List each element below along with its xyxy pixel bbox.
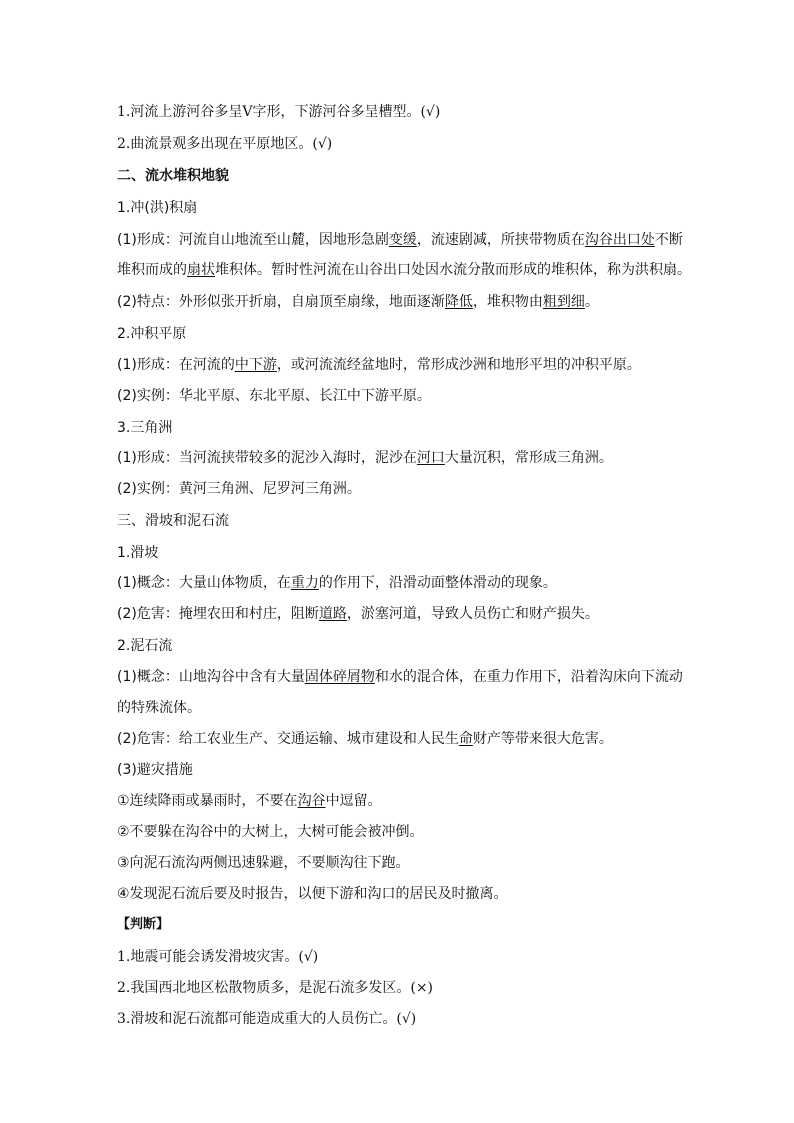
debris-concept-line-1 — [117, 669, 683, 685]
debris-harm — [117, 731, 613, 747]
fan-features — [117, 294, 599, 310]
subheading-landslide: 1.滑坡 — [117, 545, 159, 561]
landslide-concept — [117, 575, 557, 591]
text-segment: (2)特点：外形似张开折扇，自扇顶至扇缘，地面逐渐 — [117, 294, 445, 310]
avoidance-item-1 — [117, 793, 382, 809]
fan-formation-line-1 — [117, 232, 683, 248]
text-segment: (1)概念：大量山体物质，在 — [117, 575, 291, 591]
avoidance-heading: (3)避灾措施 — [117, 762, 193, 778]
text-segment: 堆积而成的 — [117, 262, 187, 278]
subheading-delta: 3.三角洲 — [117, 420, 173, 436]
subheading-debris-flow: 2.泥石流 — [117, 638, 173, 654]
judgement-item-2: 2.曲流景观多出现在平原地区。(√) — [117, 136, 333, 152]
text-segment: (1)形成：河流自山地流至山麓，因地形急剧 — [117, 232, 389, 248]
underlined-keyword: 重力 — [290, 575, 319, 591]
text-segment: (1)概念：山地沟谷中含有大量 — [117, 669, 305, 685]
text-segment: ，流速剧减，所挟带物质在 — [416, 232, 585, 248]
underlined-keyword: 变缓 — [388, 232, 417, 248]
subheading-alluvial-fan: 1.冲(洪)积扇 — [117, 200, 198, 216]
plain-examples: (2)实例：华北平原、东北平原、长江中下游平原。 — [117, 388, 431, 404]
judgement-item-1: 1.河流上游河谷多呈V字形，下游河谷多呈槽型。(√) — [117, 104, 441, 120]
text-segment: ，淤塞河道，导致人员伤亡和财产损失。 — [346, 606, 599, 622]
avoidance-item-4: ④发现泥石流后要及时报告，以便下游和沟口的居民及时撤离。 — [117, 886, 508, 902]
judgement-item-5: 3.滑坡和泥石流都可能造成重大的人员伤亡。(√) — [117, 1011, 417, 1027]
fan-formation-line-2 — [117, 262, 691, 278]
text-segment: (2)危害：给工农业生产、交通运输、城市建设和人民生 — [117, 731, 459, 747]
text-segment: 大量沉积，常形成三角洲。 — [444, 450, 613, 466]
underlined-keyword: 河口 — [416, 450, 445, 466]
text-segment: ①连续降雨或暴雨时，不要在 — [117, 793, 298, 809]
text-segment: ，或河流流经盆地时，常形成沙洲和地形平坦的冲积平原。 — [276, 357, 641, 373]
underlined-keyword: 降低 — [444, 294, 473, 310]
underlined-keyword: 道路 — [318, 606, 347, 622]
subheading-alluvial-plain: 2.冲积平原 — [117, 326, 187, 342]
underlined-keyword: 扇状 — [187, 262, 215, 278]
judgement-item-4: 2.我国西北地区松散物质多，是泥石流多发区。(×) — [117, 980, 434, 996]
underlined-keyword: 固体碎屑物 — [304, 669, 375, 685]
text-segment: 中逗留。 — [325, 793, 382, 809]
text-segment: (1)形成：当河流挟带较多的泥沙入海时，泥沙在 — [117, 450, 417, 466]
landslide-harm — [117, 606, 599, 622]
judgement-heading: 【判断】 — [117, 917, 170, 932]
avoidance-item-2: ②不要躲在沟谷中的大树上，大树可能会被冲倒。 — [117, 824, 424, 840]
text-segment: ，堆积物由 — [472, 294, 543, 310]
text-segment: 和水的混合体，在重力作用下，沿着沟床向下流动 — [374, 669, 683, 685]
text-segment: 堆积体。暂时性河流在山谷出口处因水流分散而形成的堆积体，称为洪积扇。 — [215, 262, 691, 278]
text-segment: (1)形成：在河流的 — [117, 357, 235, 373]
section-heading-2: 二、流水堆积地貌 — [117, 168, 229, 184]
section-heading-3: 三、滑坡和泥石流 — [117, 513, 229, 529]
debris-concept-line-2: 的特殊流体。 — [117, 700, 201, 716]
text-segment: 。 — [584, 294, 599, 310]
avoidance-item-3: ③向泥石流沟两侧迅速躲避，不要顺沟往下跑。 — [117, 855, 410, 871]
underlined-keyword: 粗到细 — [542, 294, 585, 310]
delta-examples: (2)实例：黄河三角洲、尼罗河三角洲。 — [117, 481, 361, 497]
plain-formation — [117, 357, 641, 373]
underlined-keyword: 中下游 — [234, 357, 277, 373]
underlined-keyword: 沟谷出口处 — [584, 232, 655, 248]
delta-formation — [117, 450, 613, 466]
underlined-keyword: 命 — [458, 731, 473, 747]
text-segment: 不断 — [654, 232, 683, 248]
judgement-item-3: 1.地震可能会诱发滑坡灾害。(√) — [117, 949, 319, 965]
text-segment: (2)危害：掩埋农田和村庄，阻断 — [117, 606, 319, 622]
text-segment: 的作用下，沿滑动面整体滑动的现象。 — [318, 575, 557, 591]
underlined-keyword: 沟谷 — [297, 793, 326, 809]
text-segment: 财产等带来很大危害。 — [472, 731, 613, 747]
